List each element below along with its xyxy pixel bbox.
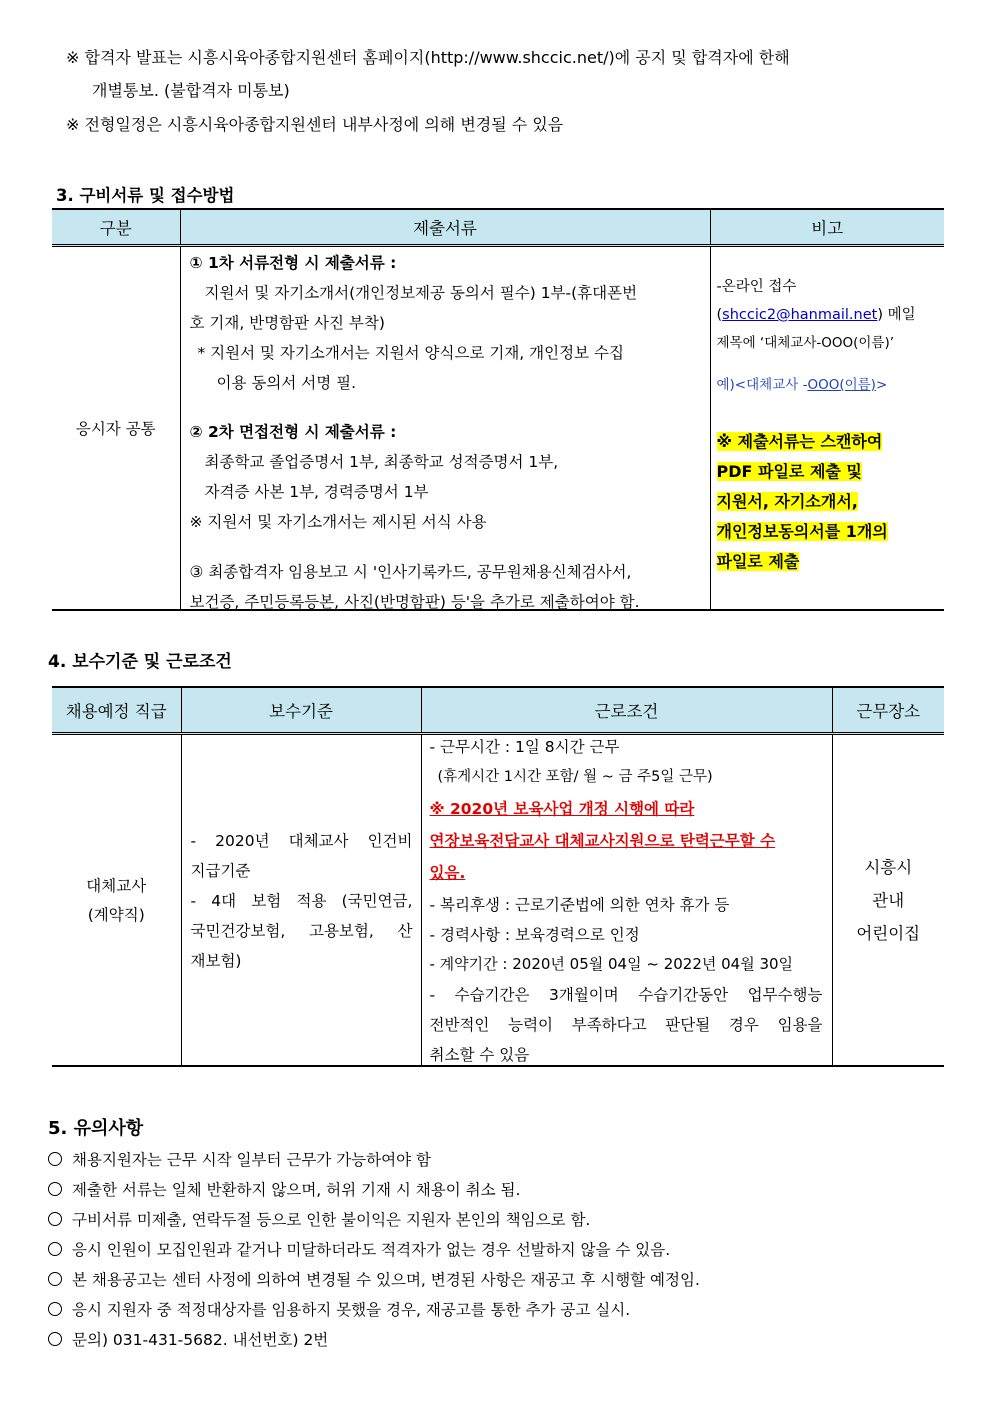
section-4-title: 4. 보수기준 및 근로조건 — [48, 652, 232, 672]
doc-line: 최종학교 졸업증명서 1부, 최종학교 성적증명서 1부, — [204, 453, 559, 471]
pay-line: 재보험) — [190, 952, 242, 970]
pay-line: 지급기준 — [190, 862, 251, 880]
conditions-table-header — [52, 687, 944, 734]
doc-line: ② 2차 면접전형 시 제출서류 : — [189, 423, 397, 441]
condition-line: 취소할 수 있음 — [429, 1046, 530, 1064]
doc-line: ※ 지원서 및 자기소개서는 제시된 서식 사용 — [189, 513, 487, 531]
list-item: 응시 지원자 중 적정대상자를 임용하지 못했을 경우, 재공고를 통한 추가 공고 실시. — [48, 1298, 630, 1320]
remark-line: (shccic2@hanmail.net) 메일 — [716, 307, 916, 323]
documents-table-header — [52, 209, 944, 246]
table-row — [52, 734, 944, 1067]
doc-line: 지원서 및 자기소개서(개인정보제공 동의서 필수) 1부-(휴대폰번 — [204, 284, 638, 302]
condition-line: - 근무시간 : 1일 8시간 근무 — [429, 738, 620, 756]
circle-bullet-icon — [48, 1242, 62, 1256]
list-item: 본 채용공고는 센터 사정에 의하여 변경될 수 있으며, 변경된 사항은 재공고 후 시행할 예정임. — [48, 1268, 700, 1290]
remark-example: 예)<대체교사 -OOO(이름)> — [716, 377, 888, 393]
list-item: 제출한 서류는 일체 반환하지 않으며, 허위 기재 시 채용이 취소 됨. — [48, 1178, 520, 1200]
highlight-line: 지원서, 자기소개서, — [716, 492, 858, 511]
table-row — [52, 246, 944, 611]
condition-notice: 있음. — [429, 864, 466, 882]
remark-line: 제목에 ‘대체교사-OOO(이름)’ — [716, 335, 895, 351]
highlight-line: 파일로 제출 — [716, 552, 800, 571]
announcement-note-continued: 개별통보. (불합격자 미통보) — [92, 81, 290, 100]
place-cell: 시흥시 관내 어린이집 — [832, 734, 944, 1067]
list-item: 응시 인원이 모집인원과 같거나 미달하더라도 적격자가 없는 경우 선발하지 않을 수 있음. — [48, 1238, 670, 1260]
section-5-title: 5. 유의사항 — [48, 1118, 144, 1139]
header-category: 구분 — [52, 209, 180, 246]
condition-line: 전반적인 능력이 부족하다고 판단될 경우 임용을 — [429, 1016, 823, 1034]
circle-bullet-icon — [48, 1332, 62, 1346]
circle-bullet-icon — [48, 1212, 62, 1226]
list-item: 문의) 031-431-5682. 내선번호) 2번 — [48, 1328, 328, 1350]
email-link[interactable]: shccic2@hanmail.net — [722, 307, 878, 323]
circle-bullet-icon — [48, 1302, 62, 1316]
announcement-note: ※ 합격자 발표는 시흥시육아종합지원센터 홈페이지(http://www.shccic.net/)에 공지 및 합격자에 한해 — [66, 48, 790, 67]
header-place: 근무장소 — [832, 687, 944, 734]
circle-bullet-icon — [48, 1152, 62, 1166]
condition-line: - 계약기간 : 2020년 05월 04일 ~ 2022년 04월 30일 — [429, 955, 794, 973]
circle-bullet-icon — [48, 1182, 62, 1196]
pay-line: 국민건강보험, 고용보험, 산 — [190, 922, 413, 940]
highlight-line: ※ 제출서류는 스캔하여 — [716, 432, 883, 451]
schedule-note: ※ 전형일정은 시흥시육아종합지원센터 내부사정에 의해 변경될 수 있음 — [66, 115, 564, 134]
doc-line: 이용 동의서 서명 필. — [216, 374, 356, 392]
condition-notice: ※ 2020년 보육사업 개정 시행에 따라 — [429, 800, 695, 818]
pay-cell — [181, 734, 421, 1067]
header-position: 채용예정 직급 — [52, 687, 181, 734]
doc-line: ③ 최종합격자 임용보고 시 '인사기록카드, 공무원채용신체검사서, — [189, 563, 632, 581]
pay-line: - 2020년 대체교사 인건비 — [190, 832, 413, 850]
section-3-title: 3. 구비서류 및 접수방법 — [56, 186, 235, 205]
documents-cell — [180, 246, 710, 611]
list-item: 채용지원자는 근무 시작 일부터 근무가 가능하여야 함 — [48, 1148, 431, 1170]
category-cell: 응시자 공통 — [52, 246, 180, 611]
documents-table — [52, 208, 944, 611]
condition-line: - 수습기간은 3개월이며 수습기간동안 업무수행능 — [429, 986, 823, 1004]
conditions-table — [52, 686, 944, 1067]
condition-line: - 복리후생 : 근로기준법에 의한 연차 휴가 등 — [429, 896, 730, 914]
condition-line: - 경력사항 : 보육경력으로 인정 — [429, 926, 640, 944]
doc-line: * 지원서 및 자기소개서는 지원서 양식으로 기재, 개인정보 수집 — [197, 344, 624, 362]
condition-notice: 연장보육전담교사 대체교사지원으로 탄력근무할 수 — [429, 832, 776, 850]
doc-line: 호 기재, 반명함판 사진 부착) — [189, 314, 385, 332]
doc-line: 보건증, 주민등록등본, 사진(반명함판) 등'을 추가로 제출하여야 함. — [189, 593, 640, 611]
highlight-line: 개인정보동의서를 1개의 — [716, 522, 888, 541]
remark-line: -온라인 접수 — [716, 279, 797, 295]
pay-line: - 4대 보험 적용 (국민연금, — [190, 892, 413, 910]
doc-line: ① 1차 서류전형 시 제출서류 : — [189, 254, 397, 272]
list-item: 구비서류 미제출, 연락두절 등으로 인한 불이익은 지원자 본인의 책임으로 함. — [48, 1208, 590, 1230]
doc-line: 자격증 사본 1부, 경력증명서 1부 — [204, 483, 429, 501]
remarks-cell — [710, 246, 944, 611]
header-documents: 제출서류 — [180, 209, 710, 246]
position-cell: 대체교사 (계약직) — [52, 734, 181, 1067]
header-pay: 보수기준 — [181, 687, 421, 734]
condition-line: (휴게시간 1시간 포함/ 월 ~ 금 주5일 근무) — [437, 769, 713, 785]
circle-bullet-icon — [48, 1272, 62, 1286]
highlight-line: PDF 파일로 제출 및 — [716, 462, 862, 481]
conditions-cell — [421, 734, 832, 1067]
header-remarks: 비고 — [710, 209, 944, 246]
header-conditions: 근로조건 — [421, 687, 832, 734]
